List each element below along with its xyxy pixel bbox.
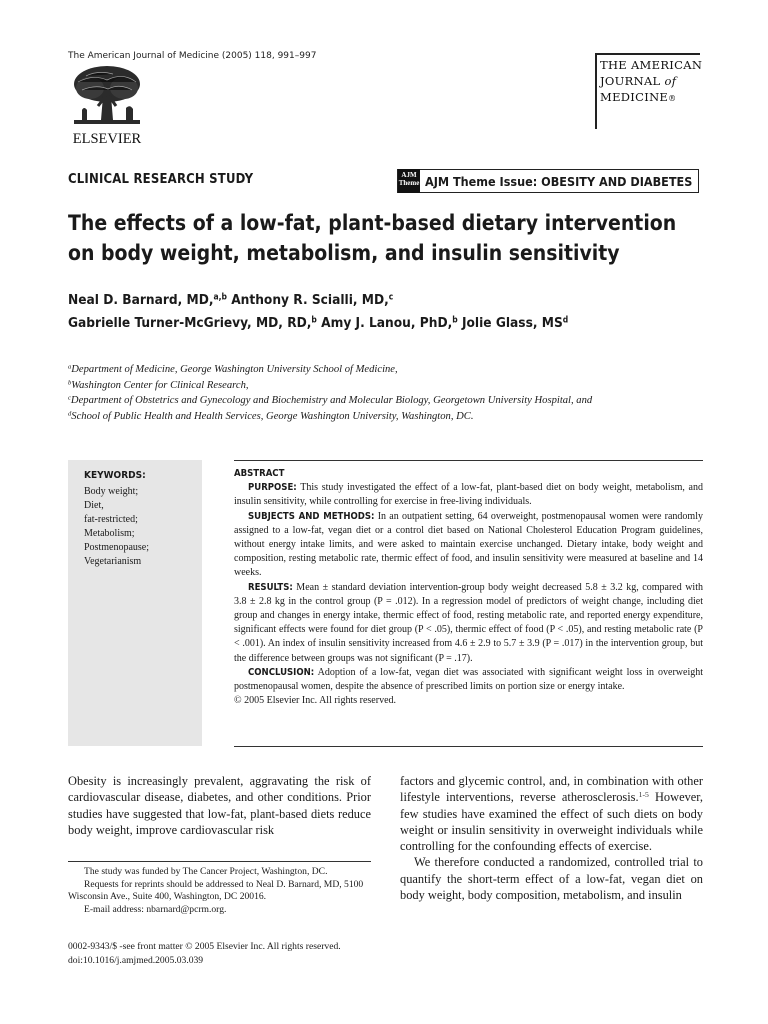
- abstract-results-label: RESULTS:: [248, 581, 293, 593]
- ajm-theme-badge-icon: AJM Theme: [398, 169, 420, 193]
- abstract-copyright: © 2005 Elsevier Inc. All rights reserved.: [234, 695, 397, 707]
- author-name: Amy J. Lanou, PhD,: [321, 315, 453, 331]
- affiliation-text: Department of Obstetrics and Gynecology and Biochemistry and Molecular Biology, Georgetown University Hospital, and: [70, 395, 593, 406]
- affiliation-item: [68, 362, 708, 378]
- footnote-email: E-mail address: nbarnard@pcrm.org.: [84, 903, 227, 915]
- journal-title-line-2: JOURNAL: [600, 74, 661, 88]
- publisher-name: ELSEVIER: [72, 131, 142, 147]
- keyword-item: Body weight;: [84, 486, 139, 497]
- doi-line: doi:10.1016/j.amjmed.2005.03.039: [68, 954, 204, 966]
- author-affiliation-marker: c: [388, 291, 394, 302]
- reference-marker[interactable]: 1-5: [638, 790, 649, 800]
- abstract-top-rule: [234, 460, 703, 461]
- affiliation-marker: a: [68, 363, 72, 371]
- body-text: However, few studies have examined the effect of such diets on body weight or insulin sensitivity in overweight individuals while controlling for the confounding effects of exercise.: [400, 790, 703, 854]
- journal-title-line-3: MEDICINE: [600, 90, 669, 104]
- abstract-results-text: Mean ± standard deviation intervention-group body weight decreased 5.8 ± 3.2 kg, compared with 3.8 ± 2.8 kg in the control group (P = .012). In a regression model of predictors of weight change, including diet group and changes in energy intake, thermic effect of food, resting metabolic rate, and reported energy expenditure, significant effects were found for diet group (P < .05), thermic effect of food (P < .05), and resting metabolic rate (P < .001). An index of insulin sensitivity increased from 4.6 ± 2.9 to 5.7 ± 3.9 (P = .017) in the intervention group, but the difference between groups was not significant (P = .17).: [234, 581, 703, 664]
- issn-line: 0002-9343/$ -see front matter © 2005 Elsevier Inc. All rights reserved.: [68, 941, 341, 952]
- author-name: Gabrielle Turner-McGrievy, MD, RD,: [68, 315, 312, 331]
- body-paragraph: Obesity is increasingly prevalent, aggravating the risk of cardiovascular disease, diabetes, and other conditions. Prior studies have suggested that low-fat, plant-based diets reduce body weight, improve cardiovascular risk: [68, 774, 371, 837]
- author-list: [68, 289, 708, 335]
- journal-citation: The American Journal of Medicine (2005) 118, 991–997: [68, 51, 317, 61]
- body-paragraph: We therefore conducted a randomized, controlled trial to quantify the short-term effect of a low-fat, vegan diet on body weight, body composition, metabolism, and insulin: [400, 855, 703, 903]
- keyword-item: Metabolism;: [84, 528, 135, 539]
- affiliation-text: School of Public Health and Health Services, George Washington University, Washington, DC.: [71, 410, 474, 422]
- journal-title-line-1: THE AMERICAN: [600, 58, 703, 72]
- keyword-item: Vegetarianism: [84, 556, 142, 567]
- author-affiliation-marker: d: [562, 314, 569, 325]
- affiliation-text: Washington Center for Clinical Research,: [71, 379, 249, 391]
- affiliation-marker: b: [68, 378, 72, 386]
- affiliation-item: [68, 378, 708, 394]
- author-name: Jolie Glass, MS: [461, 315, 563, 331]
- footnote-rule: [68, 861, 371, 862]
- abstract-conclusion-text: Adoption of a low-fat, vegan diet was associated with significant weight loss in overweight postmenopausal women, despite the absence of prescribed limits on portion size or energy intake.: [234, 666, 703, 693]
- theme-banner: [397, 169, 699, 193]
- keyword-item: Diet,: [84, 500, 104, 511]
- abstract-results: [234, 581, 703, 666]
- author-affiliation-marker: a,b: [213, 291, 227, 302]
- abstract-bottom-rule: [234, 746, 703, 747]
- affiliations: [68, 362, 708, 424]
- journal-title: [600, 53, 703, 107]
- body-text: factors and glycemic control, and, in combination with other lifestyle interventions, reverse atherosclerosis.: [400, 774, 703, 805]
- body-paragraph: [400, 773, 703, 854]
- author-affiliation-marker: b: [311, 314, 317, 325]
- article-title: The effects of a low-fat, plant-based dietary intervention on body weight, metabolism, and insulin sensitivity: [68, 211, 677, 265]
- abstract-conclusion-label: CONCLUSION:: [248, 666, 315, 678]
- journal-title-of: of: [664, 74, 677, 88]
- affiliation-marker: d: [68, 409, 72, 417]
- theme-banner-text: AJM Theme Issue: OBESITY AND DIABETES: [425, 174, 693, 189]
- keywords-box: [68, 460, 202, 746]
- abstract-methods-text: In an outpatient setting, 64 overweight, postmenopausal women were randomly assigned to a low-fat, vegan diet or a control diet based on National Cholesterol Education Program guidelines, without energy intake limits, and were asked to maintain exercise unchanged. Dietary intake, body weight and composition, resting metabolic rate, thermic effect of food, and insulin sensitivity were measured at baseline and 14 weeks.: [234, 510, 703, 579]
- keyword-item: fat-restricted;: [84, 514, 138, 525]
- keyword-item: Postmenopause;: [84, 542, 149, 553]
- affiliation-marker: c: [68, 394, 71, 402]
- author-affiliation-marker: b: [452, 314, 458, 325]
- elsevier-tree-icon: [68, 62, 146, 148]
- section-label: CLINICAL RESEARCH STUDY: [68, 172, 254, 187]
- affiliation-text: Department of Medicine, George Washington University School of Medicine,: [71, 364, 398, 375]
- keywords-heading: KEYWORDS:: [84, 470, 146, 481]
- body-column-right: [400, 773, 703, 903]
- footnotes: [68, 866, 371, 916]
- registered-mark: ®: [668, 94, 677, 103]
- abstract-purpose-label: PURPOSE:: [248, 482, 297, 494]
- abstract-conclusion: [234, 666, 703, 694]
- elsevier-logo: [68, 62, 146, 148]
- footnote-reprints: Requests for reprints should be addressed to Neal D. Barnard, MD, 5100 Wisconsin Ave., Suite 400, Washington, DC 20016.: [68, 878, 364, 903]
- footnote-funding: The study was funded by The Cancer Project, Washington, DC.: [84, 866, 328, 877]
- abstract-heading: ABSTRACT: [234, 468, 285, 479]
- abstract-purpose: [234, 481, 703, 509]
- keywords-list: [84, 485, 149, 569]
- author-name: Neal D. Barnard, MD,: [68, 292, 214, 308]
- front-matter: [68, 940, 398, 967]
- affiliation-item: [68, 393, 708, 409]
- body-column-left: [68, 773, 371, 838]
- abstract: [234, 467, 703, 708]
- abstract-methods-label: SUBJECTS AND METHODS:: [248, 510, 375, 522]
- abstract-methods: [234, 510, 703, 581]
- abstract-purpose-text: This study investigated the effect of a low-fat, plant-based diet on body weight, metabolism, and insulin sensitivity, while controlling for exercise in free-living individuals.: [234, 482, 703, 508]
- author-name: Anthony R. Scialli, MD,: [231, 292, 389, 308]
- affiliation-item: [68, 409, 708, 425]
